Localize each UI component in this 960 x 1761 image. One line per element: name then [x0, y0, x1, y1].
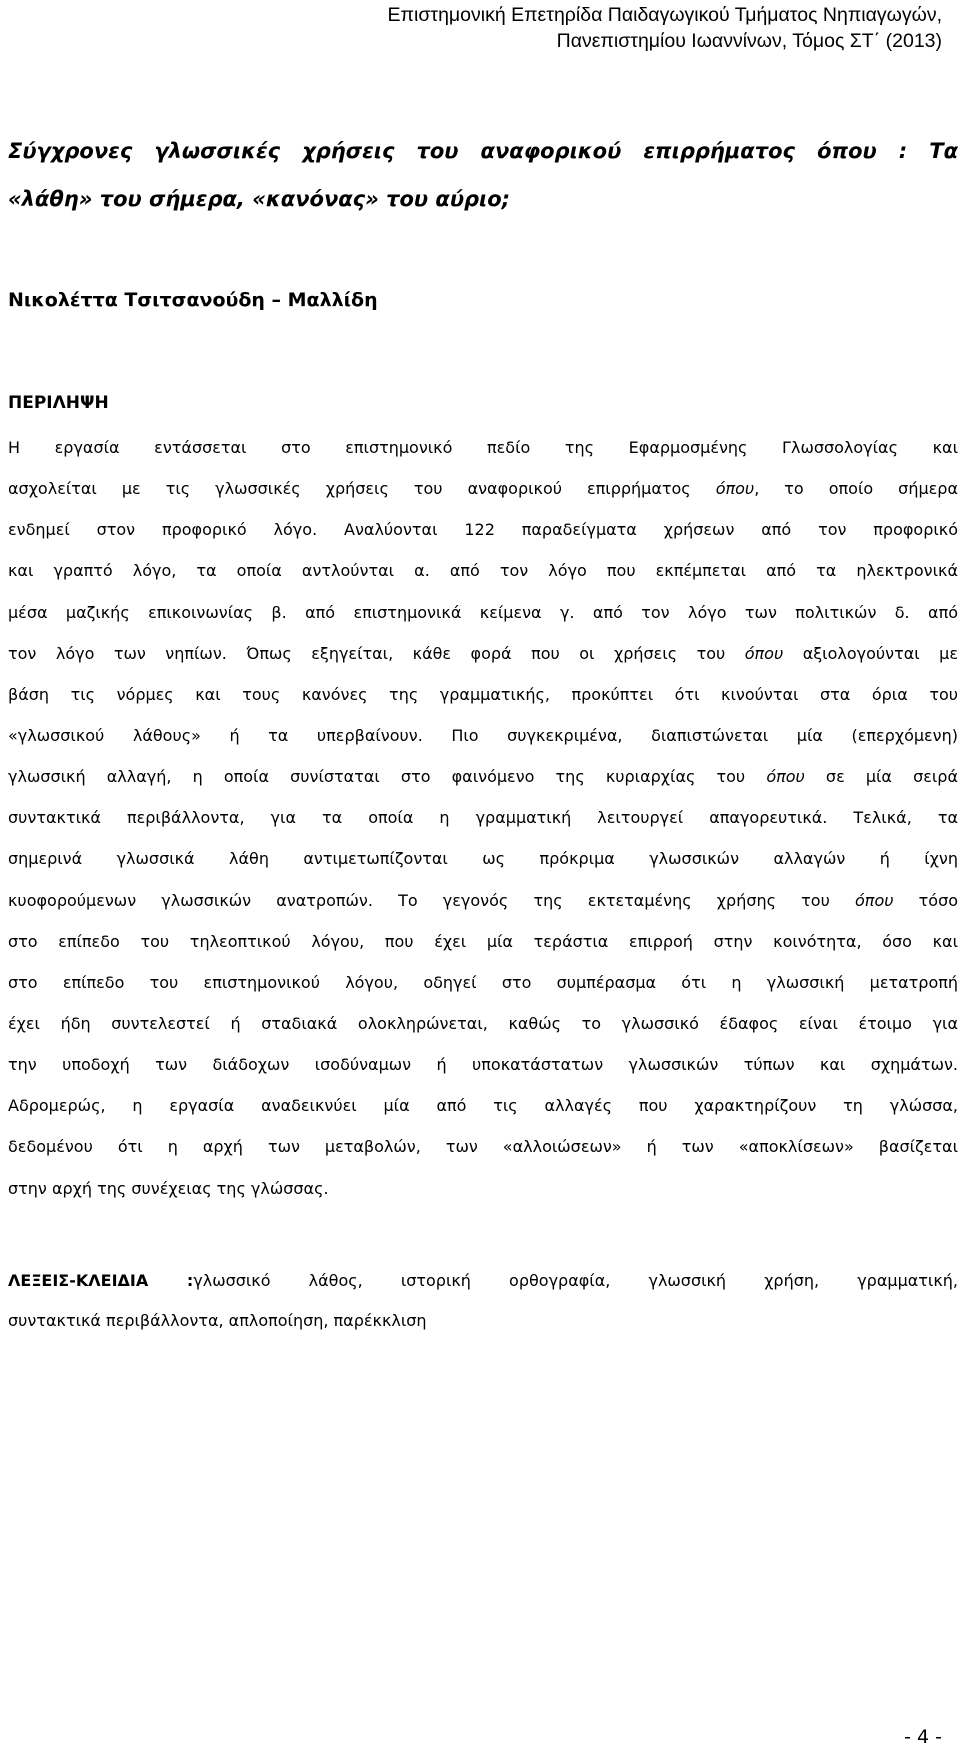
keywords-list-part-2: συντακτικά περιβάλλοντα, απλοποίηση, παρέκκλιση — [8, 1311, 427, 1330]
abstract-line: κυοφορούμενων γλωσσικών ανατροπών. Το γεγονός της εκτεταμένης χρήσης του όπου τόσο — [8, 890, 958, 910]
abstract-line: ασχολείται με τις γλωσσικές χρήσεις του αναφορικού επιρρήματος όπου, το οποίο σήμερα — [8, 479, 958, 499]
abstract-line: βάση τις νόρμες και τους κανόνες της γραμματικής, προκύπτει ότι κινούνται στα όρια του — [8, 684, 958, 704]
abstract-line: και γραπτό λόγο, τα οποία αντλούνται α. από τον λόγο που εκπέμπεται από τα ηλεκτρονικά — [8, 561, 958, 581]
title-line-2: «λάθη» του σήμερα, «κανόνας» του αύριο; — [8, 187, 511, 211]
abstract-line: τον λόγο των νηπίων. Όπως εξηγείται, κάθε φορά που οι χρήσεις του όπου αξιολογούνται με — [8, 643, 958, 663]
page-number: - 4 - — [904, 1726, 942, 1748]
keywords-line-1 — [8, 1261, 958, 1301]
abstract-body — [8, 427, 958, 1209]
cited-term: όπου — [855, 890, 894, 910]
running-header — [242, 2, 942, 54]
cited-term: όπου — [817, 139, 877, 163]
journal-volume: Πανεπιστημίου Ιωαννίνων, Τόμος ΣΤ΄ (2013) — [556, 30, 942, 52]
abstract-line: γλωσσική αλλαγή, η οποία συνίσταται στο φαινόμενο της κυριαρχίας του όπου σε μία σειρά — [8, 767, 959, 787]
abstract-line: Αδρομερώς, η εργασία αναδεικνύει μία από τις αλλαγές που χαρακτηρίζουν τη γλώσσα, — [8, 1096, 958, 1116]
abstract-line: «γλωσσικού λάθους» ή τα υπερβαίνουν. Πιο συγκεκριμένα, διαπιστώνεται μία (επερχόμενη) — [8, 725, 958, 745]
keywords-label: ΛΕΞΕΙΣ-ΚΛΕΙΔΙΑ : — [8, 1271, 194, 1290]
abstract-line: σημερινά γλωσσικά λάθη αντιμετωπίζονται ως πρόκριμα γλωσσικών αλλαγών ή ίχνη — [8, 849, 958, 869]
abstract-line: στην αρχή της συνέχειας της γλώσσας. — [8, 1178, 329, 1198]
abstract-line: ενδημεί στον προφορικό λόγο. Αναλύονται 122 παραδείγματα χρήσεων από τον προφορικό — [8, 520, 958, 540]
abstract-line: συντακτικά περιβάλλοντα, για τα οποία η γραμματική λειτουργεί απαγορευτικά. Τελικά, τα — [8, 808, 958, 828]
journal-name: Επιστημονική Επετηρίδα Παιδαγωγικού Τμήματος Νηπιαγωγών, — [387, 4, 942, 26]
cited-term: όπου — [715, 479, 755, 499]
cited-term: όπου — [766, 767, 805, 787]
author-name: Νικολέττα Τσιτσανούδη – Μαλλίδη — [8, 289, 378, 311]
cited-term: όπου — [744, 643, 784, 663]
abstract-line: έχει ήδη συντελεστεί ή σταδιακά ολοκληρώνεται, καθώς το γλωσσικό έδαφος είναι έτοιμο για — [8, 1013, 958, 1033]
abstract-line: την υποδοχή των διάδοχων ισοδύναμων ή υποκατάστατων γλωσσικών τύπων και σχημάτων. — [8, 1055, 958, 1075]
abstract-line: δεδομένου ότι η αρχή των μεταβολών, των «αλλοιώσεων» ή των «αποκλίσεων» βασίζεται — [8, 1137, 958, 1157]
title-line-1: Σύγχρονες γλωσσικές χρήσεις του αναφορικού επιρρήματος όπου : Τα — [8, 139, 958, 163]
keywords-block — [8, 1261, 958, 1341]
abstract-heading: ΠΕΡΙΛΗΨΗ — [8, 393, 109, 413]
abstract-line: μέσα μαζικής επικοινωνίας β. από επιστημονικά κείμενα γ. από τον λόγο των πολιτικών δ. από — [8, 602, 958, 622]
abstract-line: στο επίπεδο του επιστημονικού λόγου, οδηγεί στο συμπέρασμα ότι η γλωσσική μετατροπή — [8, 972, 958, 992]
keywords-list-part-1: γλωσσικό λάθος, ιστορική ορθογραφία, γλωσσική χρήση, γραμματική, — [193, 1271, 958, 1290]
abstract-line: Η εργασία εντάσσεται στο επιστημονικό πεδίο της Εφαρμοσμένης Γλωσσολογίας και — [8, 438, 958, 457]
abstract-line: στο επίπεδο του τηλεοπτικού λόγου, που έχει μία τεράστια επιρροή στην κοινότητα, όσο και — [8, 931, 958, 951]
article-title — [8, 127, 958, 223]
